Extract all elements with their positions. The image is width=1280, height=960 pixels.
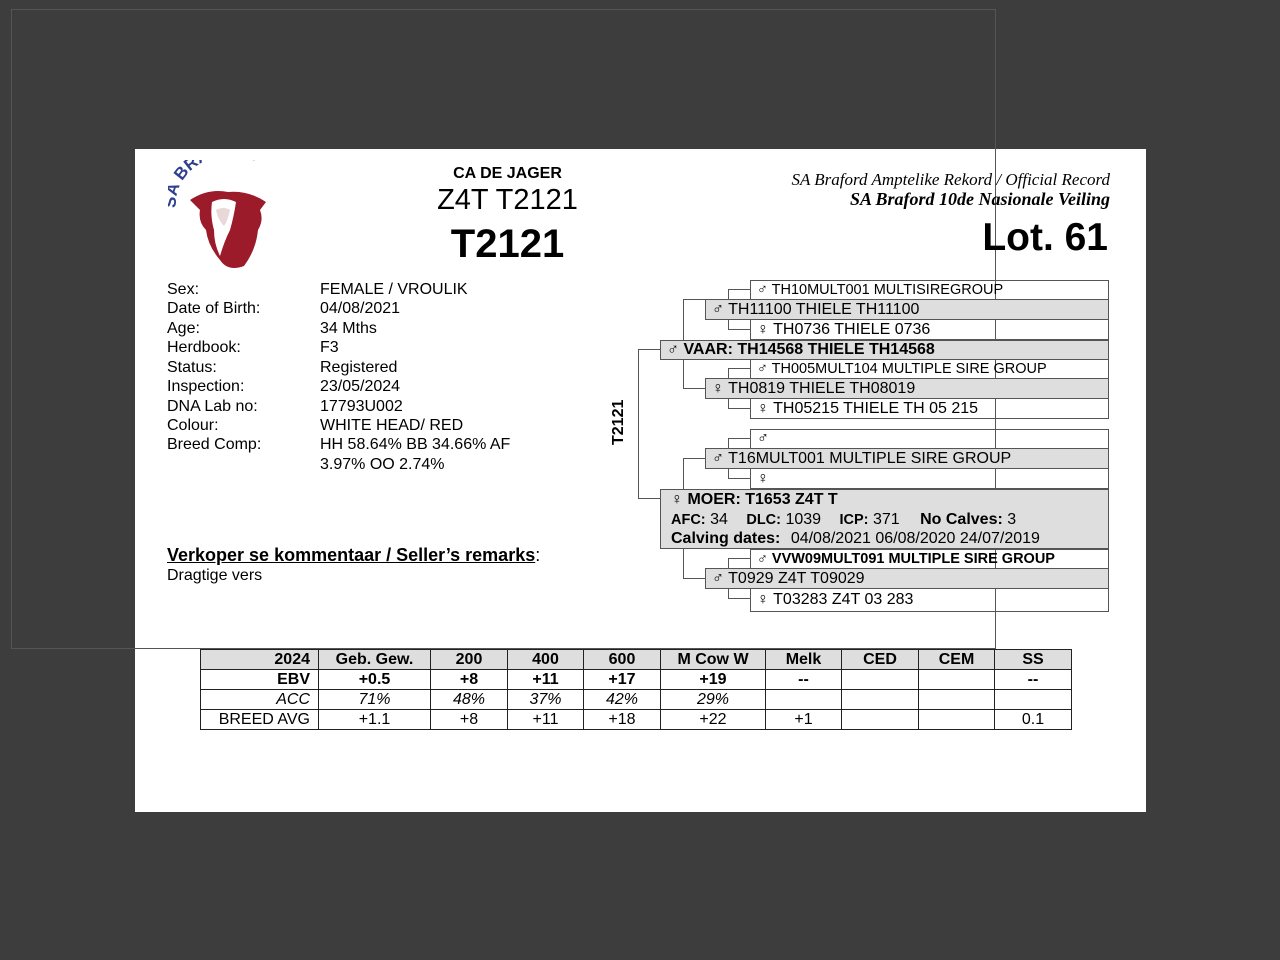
breed-avg-cell: +1.1 (319, 710, 431, 730)
pedigree-line-dam-down (683, 549, 684, 578)
info-value-age: 34 Mths (320, 320, 377, 337)
pedigree-line-sdd-h (728, 408, 750, 409)
pedigree-dsd: ♀ (750, 468, 1109, 489)
sa-braford-logo (168, 160, 290, 272)
info-value-colour: WHITE HEAD/ RED (320, 417, 464, 434)
breed-avg-cell: +18 (584, 710, 661, 730)
pedigree-line-sdd (728, 398, 729, 408)
acc-cell: 37% (508, 690, 584, 710)
acc-cell: ACC (201, 690, 319, 710)
ebv-header-cell: CEM (919, 650, 995, 670)
record-title: SA Braford Amptelike Rekord / Official Record (791, 170, 1110, 189)
afc-label: AFC: (671, 512, 706, 528)
pedigree-line-sds (728, 368, 729, 378)
pedigree-line-sss (728, 289, 729, 299)
info-label-herdbook: Herdbook: (167, 339, 241, 356)
pedigree-line-dam-up (683, 458, 684, 489)
info-label-age: Age: (167, 320, 200, 337)
ebv-row (201, 670, 1072, 690)
breed-avg-row (201, 710, 1072, 730)
dam-stats-row (671, 511, 1016, 529)
calving-label: Calving dates: (671, 530, 781, 547)
calves-value: 3 (1007, 511, 1017, 528)
info-label-breed-comp: Breed Comp: (167, 436, 262, 453)
info-value-dob: 04/08/2021 (320, 300, 401, 317)
pedigree-sdd: ♀ TH05215 THIELE TH 05 215 (750, 398, 1109, 419)
acc-cell (919, 690, 995, 710)
ebv-cell: +0.5 (319, 670, 431, 690)
acc-cell: 48% (431, 690, 508, 710)
ebv-cell: -- (995, 670, 1072, 690)
dam-title: ♀ MOER: T1653 Z4T T (671, 491, 838, 508)
acc-row (201, 690, 1072, 710)
pedigree-line-dsd (728, 468, 729, 478)
ebv-cell: +19 (661, 670, 766, 690)
info-label-dob: Date of Birth: (167, 300, 261, 317)
breed-avg-cell: +22 (661, 710, 766, 730)
ebv-cell: -- (766, 670, 842, 690)
pedigree-line-sd (683, 388, 705, 389)
pedigree-dds: ♂ VVW09MULT091 MULTIPLE SIRE GROUP (750, 549, 1109, 569)
icp-value: 371 (872, 511, 900, 528)
pedigree-ss: ♂ TH11100 THIELE TH11100 (705, 299, 1109, 320)
breed-avg-cell: +8 (431, 710, 508, 730)
ebv-header-cell: 400 (508, 650, 584, 670)
ebv-cell (919, 670, 995, 690)
animal-id: T2121 (450, 222, 565, 266)
pedigree-line-dss (728, 438, 729, 448)
ebv-cell: +17 (584, 670, 661, 690)
info-value-herdbook: F3 (320, 339, 339, 356)
info-label-inspection: Inspection: (167, 378, 245, 395)
ebv-header-cell: 200 (431, 650, 508, 670)
pedigree-ssd: ♀ TH0736 THIELE 0736 (750, 319, 1109, 340)
ebv-header-cell: 2024 (201, 650, 319, 670)
calves-label: No Calves: (920, 511, 1003, 528)
dlc-value: 1039 (785, 511, 822, 528)
pedigree-ds: ♂ T16MULT001 MULTIPLE SIRE GROUP (705, 448, 1109, 469)
remarks-title-text: Verkoper se kommentaar / Seller’s remarks (167, 545, 536, 565)
auction-title: SA Braford 10de Nasionale Veiling (849, 189, 1110, 209)
breed-avg-cell: +11 (508, 710, 584, 730)
pedigree-line-sire-up (683, 299, 684, 340)
breed-avg-cell (919, 710, 995, 730)
info-value-inspection: 23/05/2024 (320, 378, 401, 395)
ebv-header-row (201, 650, 1072, 670)
info-value-dna: 17793U002 (320, 398, 403, 415)
svg-text:SA BRAFORD: BR (170, 160, 202, 184)
pedigree-sss: ♂ TH10MULT001 MULTISIREGROUP (750, 280, 1109, 300)
acc-cell: 42% (584, 690, 661, 710)
breed-avg-cell: +1 (766, 710, 842, 730)
info-label-colour: Colour: (167, 417, 219, 434)
icp-label: ICP: (839, 512, 869, 528)
pedigree-line-sire-down (683, 359, 684, 388)
breeder-name: CA DE JAGER (453, 165, 562, 182)
pedigree-line-ddd-h (728, 598, 750, 599)
ebv-header-cell: Melk (766, 650, 842, 670)
pedigree-sd: ♀ TH0819 THIELE TH08019 (705, 378, 1109, 399)
ebv-header-cell: 600 (584, 650, 661, 670)
pedigree-line-sire (638, 349, 660, 350)
info-label-sex: Sex: (167, 281, 200, 298)
info-value-breed-comp-cont: 3.97% OO 2.74% (320, 456, 445, 473)
calving-dates: 04/08/2021 06/08/2020 24/07/2019 (790, 530, 1040, 547)
pedigree-sds: ♂ TH005MULT104 MULTIPLE SIRE GROUP (750, 359, 1109, 379)
remarks-text: Dragtige vers (167, 567, 263, 584)
pedigree-line-dsd-h (728, 478, 750, 479)
info-value-breed-comp: HH 58.64% BB 34.66% AF (320, 436, 511, 453)
breed-avg-cell (842, 710, 919, 730)
acc-cell (842, 690, 919, 710)
pedigree-line-dds-h (728, 558, 750, 559)
remarks-colon: : (535, 545, 541, 565)
info-label-dna: DNA Lab no: (167, 398, 258, 415)
pedigree-line-sss-h (728, 289, 750, 290)
pedigree-dss: ♂ (750, 429, 1109, 449)
pedigree-line-sds-h (728, 368, 750, 369)
ebv-cell: +8 (431, 670, 508, 690)
pedigree-line-dam (638, 498, 660, 499)
acc-cell (995, 690, 1072, 710)
pedigree-line-dd (683, 578, 705, 579)
pedigree-animal-label: T2121 (610, 399, 627, 445)
ebv-table (200, 649, 1072, 730)
ebv-header-cell: Geb. Gew. (319, 650, 431, 670)
pedigree-line-dss-h (728, 438, 750, 439)
ebv-cell: +11 (508, 670, 584, 690)
pedigree-line-ss (683, 299, 705, 300)
pedigree-ddd: ♀ T03283 Z4T 03 283 (750, 588, 1109, 612)
breed-avg-cell: BREED AVG (201, 710, 319, 730)
calving-row (671, 530, 1040, 548)
ebv-header-cell: SS (995, 650, 1072, 670)
pedigree-line-ds (683, 458, 705, 459)
acc-cell (766, 690, 842, 710)
pedigree-dam (660, 489, 1109, 549)
afc-value: 34 (710, 511, 728, 528)
remarks-title (167, 545, 540, 566)
ebv-cell (842, 670, 919, 690)
pedigree-line-ssd (728, 319, 729, 329)
ebv-cell: EBV (201, 670, 319, 690)
acc-cell: 29% (661, 690, 766, 710)
pedigree-line-dds (728, 558, 729, 568)
dlc-label: DLC: (746, 512, 781, 528)
info-value-status: Registered (320, 359, 398, 376)
animal-tag: Z4T T2121 (437, 184, 578, 216)
lot-number: Lot. 61 (982, 216, 1108, 259)
pedigree-sire: ♂ VAAR: TH14568 THIELE TH14568 (660, 340, 1109, 360)
pedigree-dd: ♂ T0929 Z4T T09029 (705, 568, 1109, 589)
breed-avg-cell: 0.1 (995, 710, 1072, 730)
ebv-header-cell: M Cow W (661, 650, 766, 670)
pedigree-line-ddd (728, 588, 729, 598)
pedigree-line-ssd-h (728, 329, 750, 330)
pedigree-line-root (638, 349, 639, 499)
ebv-header-cell: CED (842, 650, 919, 670)
info-label-status: Status: (167, 359, 217, 376)
info-value-sex: FEMALE / VROULIK (320, 281, 468, 298)
acc-cell: 71% (319, 690, 431, 710)
